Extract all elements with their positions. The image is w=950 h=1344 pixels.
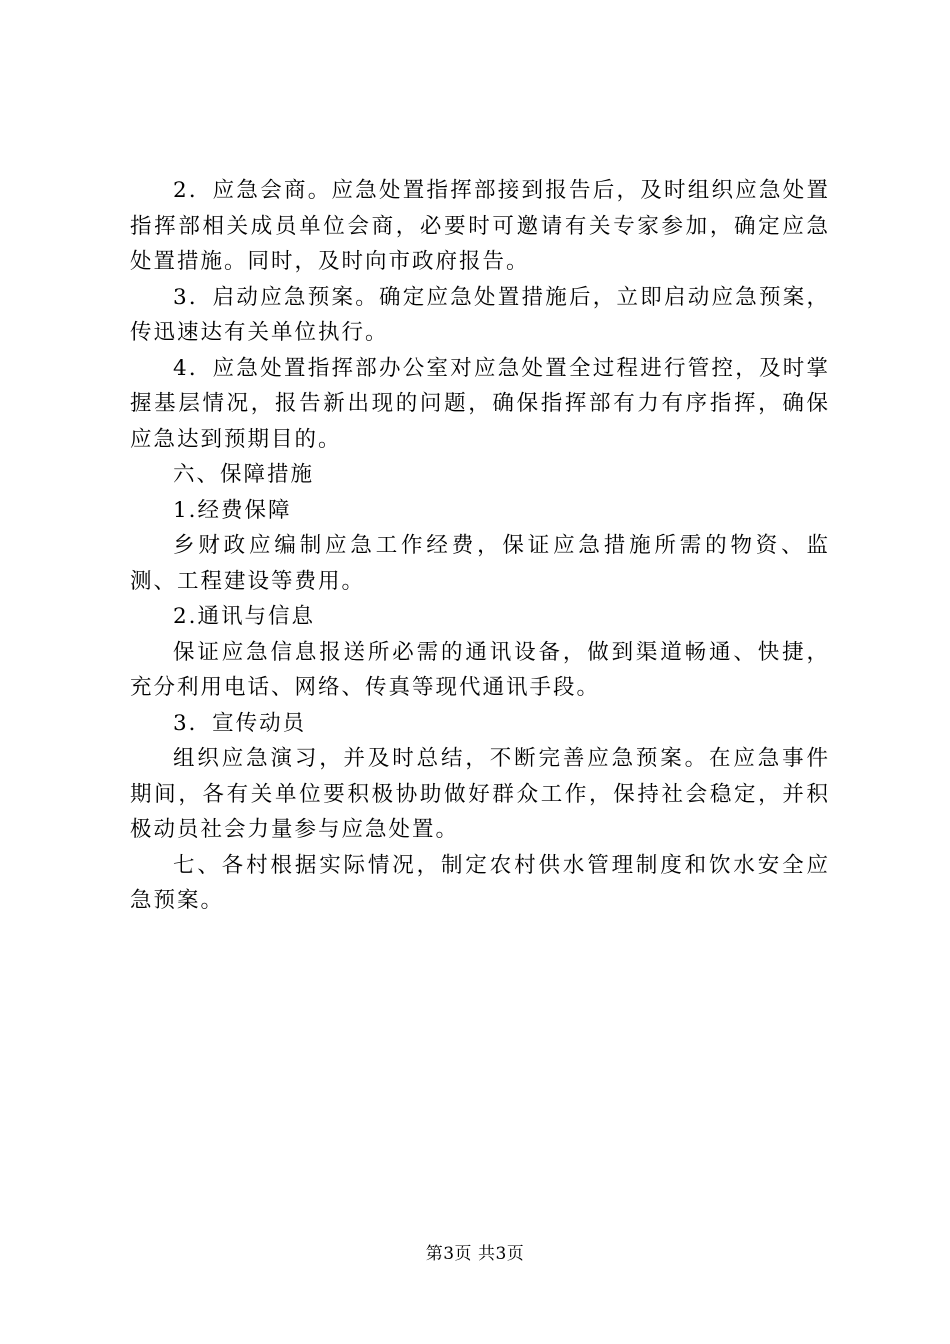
paragraph-emergency-consultation: 2．应急会商。应急处置指挥部接到报告后，及时组织应急处置指挥部相关成员单位会商，必要时可邀请有关专家参加，确定应急处置措施。同时，及时向市政府报告。 xyxy=(130,178,830,274)
paragraph-communication: 保证应急信息报送所必需的通讯设备，做到渠道畅通、快捷，充分利用电话、网络、传真等现代通讯手段。 xyxy=(130,639,830,700)
paragraph-process-control: 4．应急处置指挥部办公室对应急处置全过程进行管控，及时掌握基层情况，报告新出现的问题，确保指挥部有力有序指挥，确保应急达到预期目的。 xyxy=(130,355,830,452)
page-footer: 第3页 共3页 xyxy=(425,1244,525,1264)
section-heading-safeguards: 六、保障措施 xyxy=(173,462,315,487)
document-body xyxy=(130,173,830,919)
subheading-funding: 1.经费保障 xyxy=(173,497,292,523)
paragraph-village-plans: 七、各村根据实际情况，制定农村供水管理制度和饮水安全应急预案。 xyxy=(130,852,830,913)
subheading-communication: 2.通讯与信息 xyxy=(173,604,316,629)
paragraph-activate-plan: 3．启动应急预案。确定应急处置措施后，立即启动应急预案，传迅速达有关单位执行。 xyxy=(130,284,830,345)
paragraph-funding: 乡财政应编制应急工作经费，保证应急措施所需的物资、监测、工程建设等费用。 xyxy=(130,533,830,594)
paragraph-publicity: 组织应急演习，并及时总结，不断完善应急预案。在应急事件期间，各有关单位要积极协助做好群众工作，保持社会稳定，并积极动员社会力量参与应急处置。 xyxy=(130,746,830,842)
subheading-publicity: 3．宣传动员 xyxy=(173,710,307,736)
